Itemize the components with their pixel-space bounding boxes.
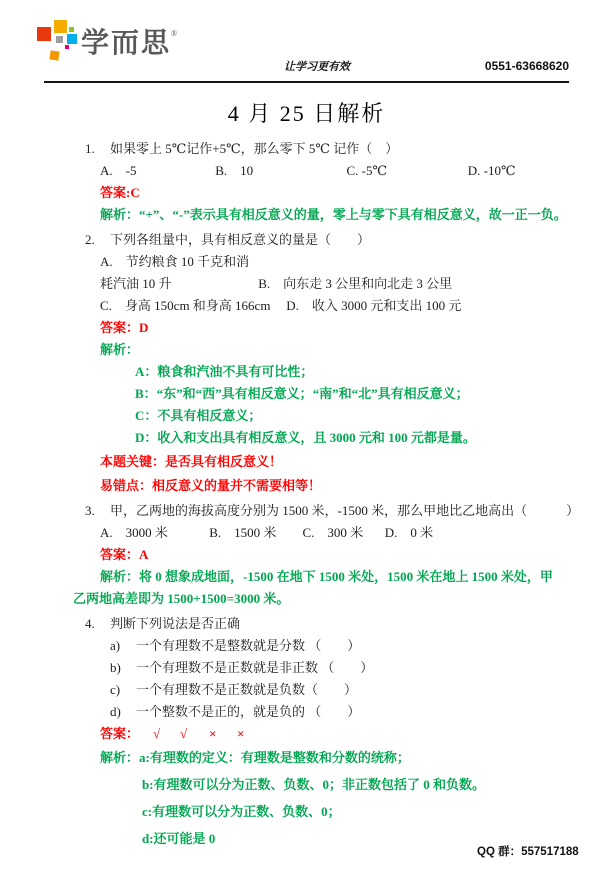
explanation-line-1: 解析：将 0 想象成地面，-1500 在地下 1500 米处，1500 米在地上 1500 米处，甲 — [100, 569, 553, 584]
answer-label: 答案： — [100, 726, 140, 741]
judgement-item-a: a) 一个有理数不是整数就是分数 （ ） — [0, 635, 613, 657]
question-4-text: 4. 判断下列说法是否正确 — [0, 613, 613, 635]
explanation-line-c: C：不具有相反意义； — [135, 408, 262, 423]
item-marker: a) — [110, 638, 121, 653]
option-b: B. 10 — [215, 163, 254, 178]
explanation-label: 解析： — [100, 750, 140, 765]
explanation-line-a: 解析：a:有理数的定义：有理数是整数和分数的统称； — [100, 750, 410, 765]
explanation-line-b: B：“东”和“西”具有相反意义；“南”和“北”具有相反意义； — [135, 386, 469, 401]
brand-logo-icon — [37, 20, 81, 66]
logo-square-green-icon — [69, 27, 74, 32]
brand-logo — [37, 20, 177, 66]
explanation-line-d: d:还可能是 0 — [142, 831, 216, 846]
question-1 — [0, 138, 613, 226]
question-number: 2. — [85, 232, 95, 247]
option-b: B. 向东走 3 公里和向北走 3 公里 — [258, 276, 453, 291]
explanation-line-a: A：粮食和汽油不具有可比性； — [135, 364, 314, 379]
logo-square-red-icon — [37, 27, 51, 41]
answer-line — [0, 723, 613, 745]
explanation-line: 解析：“+”、“-”表示具有相反意义的量，零上与零下具有相反意义，故一正一负。 — [100, 207, 567, 222]
question-2-text: 2. 下列各组量中，具有相反意义的量是（ ） — [0, 229, 613, 251]
explanation-label: 解析： — [100, 342, 140, 357]
registered-mark: ® — [171, 28, 178, 38]
question-2 — [0, 229, 613, 497]
option-c: C. 300 米 — [302, 525, 364, 540]
brand-slogan: 让学习更有效 — [284, 61, 350, 73]
brand-name: 学而思 — [81, 27, 172, 58]
explanation-line-c: c:有理数可以分为正数、负数、0； — [142, 804, 341, 819]
option-a: A. -5 — [100, 163, 137, 178]
explanation-line-2: 乙两地高差即为 1500+1500=3000 米。 — [73, 591, 290, 606]
option-c: C. 身高 150cm 和身高 166cm — [100, 298, 271, 313]
option-d: D. -10℃ — [467, 163, 516, 178]
question-3-options — [0, 522, 613, 544]
logo-square-magenta-icon — [65, 45, 69, 49]
answer-mark-2: √ — [180, 726, 188, 741]
question-1-text: 1. 如果零上 5℃记作+5℃，那么零下 5℃ 记作（ ） — [0, 138, 613, 160]
answer-line: 答案:C — [100, 185, 140, 200]
question-2-options-row1 — [0, 251, 613, 295]
logo-square-orange-icon — [54, 20, 67, 33]
explanation-line-b: b:有理数可以分为正数、负数、0；非正数包括了 0 和负数。 — [142, 777, 486, 792]
option-d: D. 0 米 — [384, 525, 434, 540]
item-marker: d) — [110, 704, 121, 719]
page-header — [44, 0, 569, 83]
option-b: B. 1500 米 — [209, 525, 277, 540]
question-1-options — [0, 160, 613, 182]
option-a: A. 3000 米 — [100, 525, 168, 540]
footer-qq-group — [477, 843, 579, 859]
option-c: C. -5℃ — [346, 163, 388, 178]
question-number: 1. — [85, 141, 95, 156]
question-3 — [0, 500, 613, 610]
judgement-item-d: d) 一个整数不是正的，就是负的 （ ） — [0, 701, 613, 723]
explanation-line-d: D：收入和支出具有相反意义，且 3000 元和 100 元都是量。 — [135, 430, 476, 445]
error-prone-line: 易错点：相反意义的量并不需要相等！ — [100, 478, 322, 493]
answer-mark-3: × — [209, 726, 217, 741]
item-marker: b) — [110, 660, 121, 675]
option-d: D. 收入 3000 元和支出 100 元 — [286, 298, 462, 313]
answer-mark-4: × — [237, 726, 245, 741]
answer-line: 答案：A — [100, 547, 149, 562]
item-marker: c) — [110, 682, 121, 697]
answer-line: 答案：D — [100, 320, 149, 335]
question-number: 4. — [85, 616, 95, 631]
question-4 — [0, 613, 613, 850]
question-3-text: 3. 甲，乙两地的海拔高度分别为 1500 米，-1500 米，那么甲地比乙地高出（ ） — [0, 500, 613, 522]
logo-square-tail-icon — [49, 50, 59, 60]
phone-number: 0551-63668620 — [484, 59, 569, 73]
key-point-line: 本题关键：是否具有相反意义！ — [100, 454, 283, 469]
option-a: A. 节约粮食 10 千克和消耗汽油 10 升 — [100, 254, 250, 291]
qq-number: 557517188 — [521, 846, 579, 858]
judgement-item-b: b) 一个有理数不是正数就是非正数 （ ） — [0, 657, 613, 679]
answer-mark-1: √ — [153, 726, 161, 741]
logo-square-gray-icon — [56, 36, 63, 43]
question-2-options-row2 — [0, 295, 613, 317]
question-number: 3. — [85, 503, 95, 518]
qq-label: QQ 群： — [477, 846, 522, 858]
logo-square-cyan-icon — [67, 34, 77, 44]
judgement-item-c: c) 一个有理数不是正数就是负数（ ） — [0, 679, 613, 701]
page-title: 4 月 25 日解析 — [227, 101, 386, 126]
